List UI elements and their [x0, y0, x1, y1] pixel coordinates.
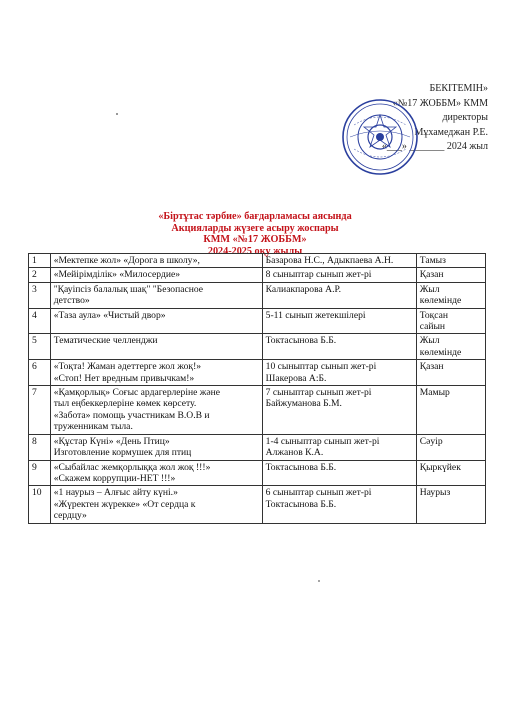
activity-cell-line: «Скажем коррупции-НЕТ !!!» — [53, 472, 176, 484]
heading-line-3: КММ «№17 ЖОББМ» — [203, 234, 307, 246]
activity-cell — [50, 334, 262, 360]
responsible-cell — [262, 460, 416, 486]
activity-cell-line: «Қамқорлық» Соғыс ардагерлеріне және — [53, 387, 221, 399]
activity-cell — [50, 434, 262, 460]
responsible-cell — [262, 434, 416, 460]
heading-line-2: Акцияларды жүзеге асыру жоспары — [171, 222, 339, 234]
table-row — [29, 434, 486, 460]
responsible-cell-line: Байжуманова Б.М. — [265, 398, 342, 410]
month-cell-line: сайын — [419, 321, 446, 333]
row-number: 2 — [29, 268, 51, 282]
activity-cell — [50, 486, 262, 523]
month-cell — [416, 386, 485, 435]
month-cell-line: көлемінде — [419, 295, 462, 307]
responsible-cell-line: Токтасынова Б.Б. — [265, 461, 337, 473]
activity-cell — [50, 282, 262, 308]
approval-line-3: директоры — [442, 112, 488, 123]
month-cell-line: Тамыз — [419, 255, 446, 266]
responsible-cell — [262, 334, 416, 360]
responsible-cell-line: 10 сыныптар сынып жет-рі — [265, 361, 377, 373]
month-cell — [416, 460, 485, 486]
responsible-cell — [262, 268, 416, 282]
month-cell — [416, 486, 485, 523]
month-cell — [416, 254, 485, 268]
document-heading — [0, 211, 510, 257]
activity-cell-line: «Таза аула» «Чистый двор» — [53, 309, 166, 321]
approval-line-4: Мұхамеджан Р.Е. — [414, 126, 488, 138]
responsible-cell — [262, 486, 416, 523]
activity-cell — [50, 460, 262, 486]
month-cell-line: көлемінде — [419, 346, 462, 358]
table-row — [29, 386, 486, 435]
responsible-cell — [262, 254, 416, 268]
row-number: 4 — [29, 308, 51, 334]
activity-cell-line: сердцу» — [53, 510, 87, 522]
responsible-cell — [262, 360, 416, 386]
activity-cell-line: «Мектепке жол» «Дорога в школу», — [53, 255, 200, 266]
responsible-cell — [262, 308, 416, 334]
heading-line-1: «Біртұтас тәрбие» бағдарламасы аясында — [158, 211, 352, 222]
responsible-cell-line: 8 сыныптар сынып жет-рі — [265, 269, 372, 281]
responsible-cell — [262, 386, 416, 435]
month-cell-line: Қазан — [419, 361, 444, 373]
table-row — [29, 282, 486, 308]
activity-cell — [50, 254, 262, 268]
responsible-cell-line: 7 сыныптар сынып жет-рі — [265, 387, 372, 399]
activity-cell — [50, 360, 262, 386]
activity-cell — [50, 308, 262, 334]
month-cell-line: Қыркүйек — [419, 461, 461, 473]
responsible-cell-line: Базарова Н.С., Адыкпаева А.Н. — [265, 255, 394, 266]
activity-cell-line: «Забота» помощь участникам В.О.В и — [53, 409, 210, 421]
activity-cell-line: «Тоқта! Жаман әдеттерге жол жоқ!» — [53, 361, 202, 373]
responsible-cell-line: Алжанов К.А. — [265, 447, 324, 459]
activity-cell-line: «Құстар Күні» «День Птиц» — [53, 435, 170, 447]
activity-cell-line: Тематические челленджи — [53, 335, 158, 347]
month-cell-line: Тоқсан — [419, 309, 449, 321]
activity-cell — [50, 386, 262, 435]
month-cell — [416, 308, 485, 334]
month-cell — [416, 282, 485, 308]
activity-cell-line: «Стоп! Нет вредным привычкам!» — [53, 372, 195, 384]
month-cell-line: Наурыз — [419, 487, 451, 499]
heading-line-4: 2024-2025 оқу жылы — [207, 245, 303, 257]
month-cell — [416, 334, 485, 360]
scan-speck — [116, 113, 118, 115]
responsible-cell-line: 6 сыныптар сынып жет-рі — [265, 487, 372, 499]
scan-speck — [318, 580, 320, 582]
action-plan-table — [28, 253, 486, 524]
table-row — [29, 308, 486, 334]
row-number: 7 — [29, 386, 51, 435]
row-number: 10 — [29, 486, 51, 523]
responsible-cell-line: 1-4 сыныптар сынып жет-рі — [265, 435, 380, 447]
activity-cell-line: «Сыбайлас жемқорлыққа жол жоқ !!!» — [53, 461, 211, 473]
table-row — [29, 360, 486, 386]
month-cell-line: Мамыр — [419, 387, 450, 399]
activity-cell-line: «Жүректен жүрекке» «От сердца к — [53, 498, 196, 510]
table-row — [29, 254, 486, 268]
row-number: 1 — [29, 254, 51, 268]
month-cell-line: Сәуір — [419, 435, 443, 447]
action-plan-body — [29, 254, 486, 524]
activity-cell — [50, 268, 262, 282]
table-row — [29, 486, 486, 523]
row-number: 5 — [29, 334, 51, 360]
month-cell-line: Қазан — [419, 269, 444, 281]
row-number: 6 — [29, 360, 51, 386]
activity-cell-line: труженникам тыла. — [53, 421, 133, 433]
activity-cell-line: "Қауіпсіз балалық шақ" "Безопасное — [53, 283, 204, 295]
row-number: 9 — [29, 460, 51, 486]
month-cell-line: Жыл — [419, 283, 440, 295]
approval-line-1: БЕКІТЕМІН» — [429, 83, 488, 94]
responsible-cell-line: Токтасынова Б.Б. — [265, 498, 337, 510]
activity-cell-line: тыл еңбеккерлеріне көмек көрсету. — [53, 398, 197, 410]
table-row — [29, 334, 486, 360]
activity-cell-line: «1 наурыз – Алғыс айту күні.» — [53, 487, 178, 499]
activity-cell-line: «Мейірімділік» «Милосердие» — [53, 269, 181, 281]
activity-cell-line: детство» — [53, 295, 90, 307]
month-cell-line: Жыл — [419, 335, 440, 347]
responsible-cell-line: Калиакпарова А.Р. — [265, 283, 342, 295]
activity-cell-line: Изготовление кормушек для птиц — [53, 447, 192, 459]
approval-line-5: «___» _______ 2024 жыл — [381, 141, 488, 152]
responsible-cell-line: Шакерова А:Б. — [265, 372, 327, 384]
approval-line-2: «№17 ЖОББМ» КММ — [392, 97, 488, 109]
responsible-cell-line: Токтасынова Б.Б. — [265, 335, 337, 347]
responsible-cell-line: 5-11 сынып жетекшілері — [265, 309, 366, 321]
month-cell — [416, 434, 485, 460]
table-row — [29, 460, 486, 486]
official-seal-stamp — [340, 97, 420, 177]
month-cell — [416, 268, 485, 282]
row-number: 8 — [29, 434, 51, 460]
table-row — [29, 268, 486, 282]
row-number: 3 — [29, 282, 51, 308]
responsible-cell — [262, 282, 416, 308]
month-cell — [416, 360, 485, 386]
